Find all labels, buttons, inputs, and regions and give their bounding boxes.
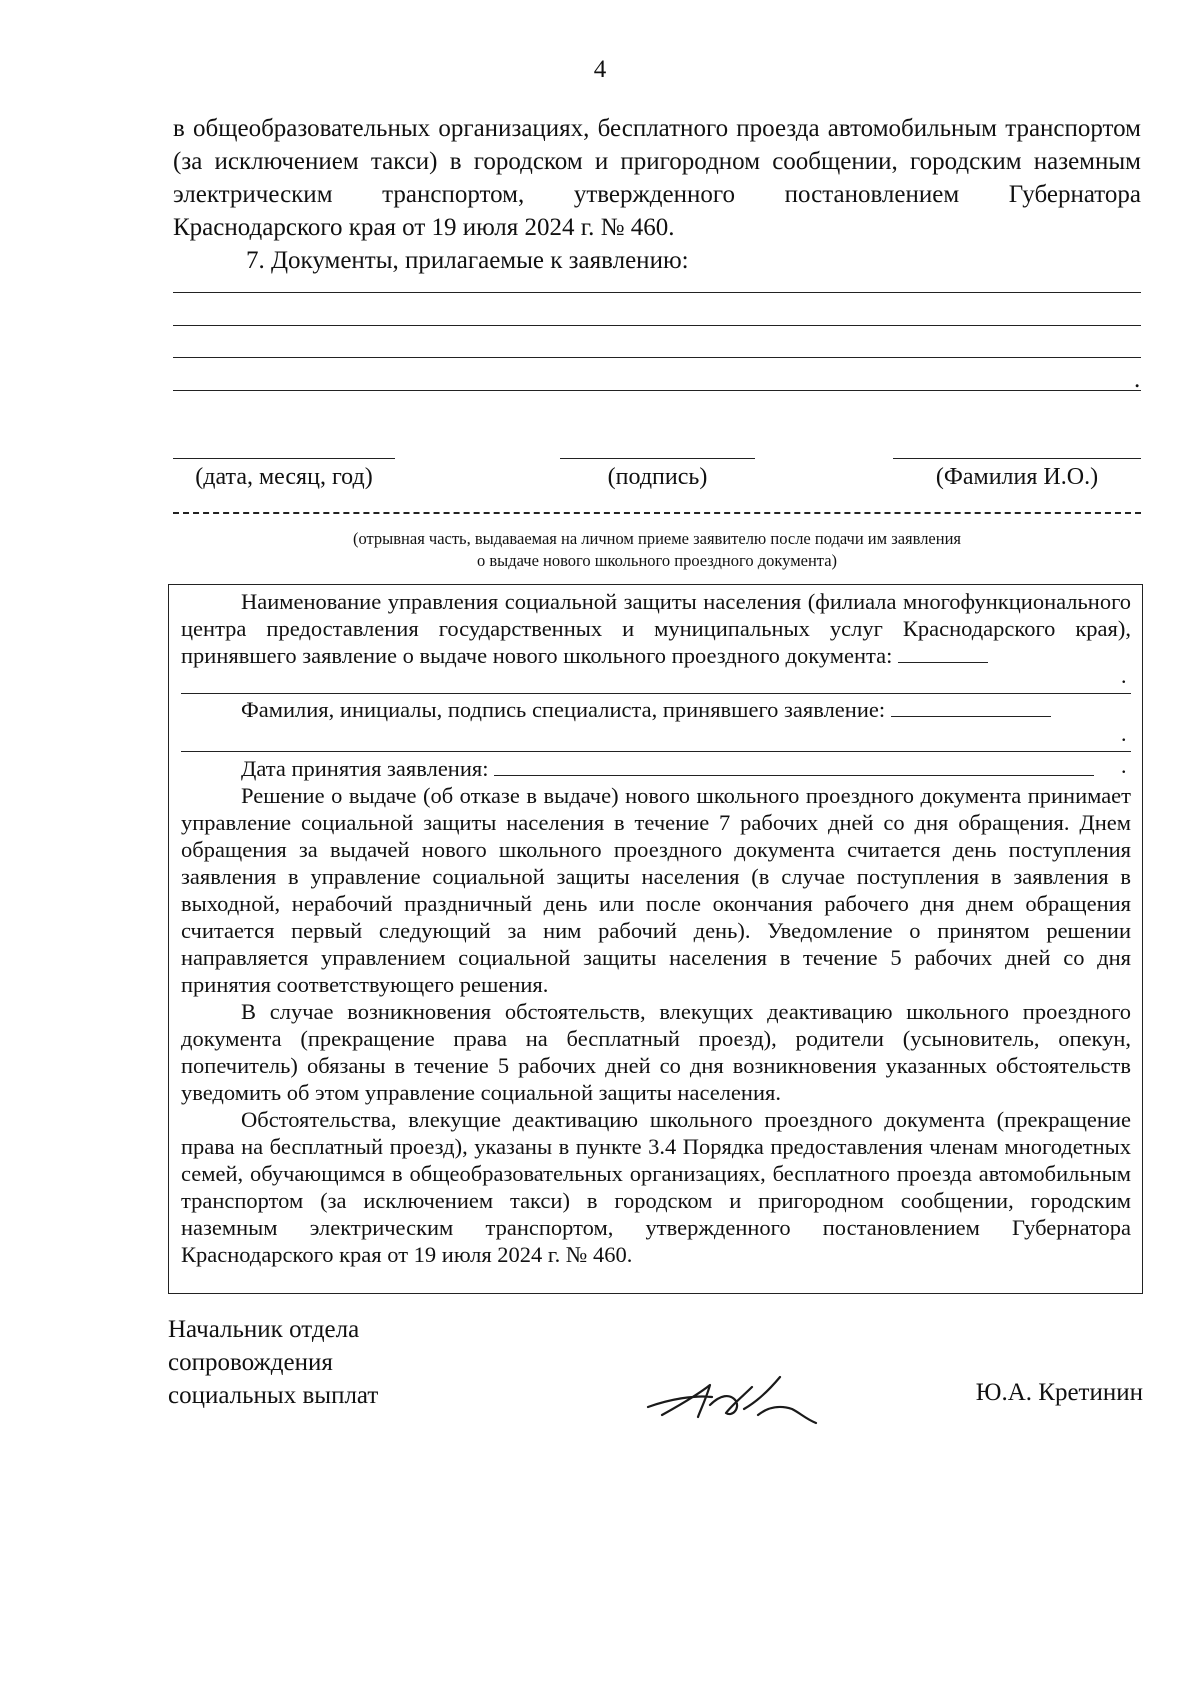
- documents-end-dot: .: [1134, 366, 1141, 393]
- org-name-block: [181, 588, 1131, 669]
- tear-off-dashed-line: [173, 512, 1141, 514]
- decision-paragraph: Решение о выдаче (об отказе в выдаче) нового школьного проездного документа принимает управление социальной защиты населения в течение 7 рабочих дней со дня обращения. Днем обращения за выдачей нового школьного проездного документа считается день поступления заявления в управление социальной защиты населения (в случае поступления в заявления в выходной, нерабочий праздничный день или после окончания рабочего дня днем обращения считается первый следующий за ним рабочий день). Уведомление о принятом решении направляется управлением социальной защиты населения в течение 5 рабочих дней со дня принятия соответствующего решения.: [181, 783, 1131, 997]
- handwritten-signature: [640, 1365, 830, 1435]
- reference-paragraph: Обстоятельства, влекущие деактивацию школьного проездного документа (прекращение права на бесплатный проезд), указаны в пункте 3.4 Порядка предоставления членам многодетных семей, обучающимся в общеобразовательных организациях, бесплатного проезда автомобильным транспортом (за исключением такси) в городском и пригородном сообщении, городским наземным электрическим транспортом, утвержденного постановлением Губернатора Краснодарского края от 19 июля 2024 г. № 460.: [181, 1107, 1131, 1267]
- org-name-end-dot: .: [1121, 663, 1127, 688]
- org-name-text: Наименование управления социальной защиты населения (филиала многофункционального центра предоставления государственных и муниципальных услуг Краснодарского края), принявшего заявление о выдаче нового школьного проездного документа:: [181, 589, 1131, 668]
- date-signature-line[interactable]: [173, 458, 395, 459]
- name-label: (Фамилия И.О.): [935, 464, 1099, 490]
- notes-block: [181, 782, 1131, 1268]
- date-accepted-end-dot: .: [1121, 753, 1127, 778]
- signer-name: Ю.А. Кретинин: [975, 1379, 1143, 1406]
- tear-off-box: [168, 584, 1143, 1294]
- intro-paragraph: в общеобразовательных организациях, бесплатного проезда автомобильным транспортом (за исключением такси) в городском и пригородном сообщении, городским наземным электрическим транспортом, утвержденного постановлением Губернатора Краснодарского края от 19 июля 2024 г. № 460.: [173, 115, 1141, 241]
- position-line-1: Начальник отдела: [168, 1316, 360, 1343]
- org-name-inline-line[interactable]: [898, 644, 988, 663]
- date-accepted-text: Дата принятия заявления:: [241, 756, 489, 781]
- documents-blank-line-3[interactable]: [173, 357, 1141, 358]
- position-line-3: социальных выплат: [168, 1382, 379, 1409]
- org-name-blank-line[interactable]: [181, 693, 1131, 694]
- position-line-2: сопровождения: [168, 1349, 333, 1376]
- date-accepted-block: [181, 755, 1131, 782]
- name-signature-line[interactable]: [893, 458, 1141, 459]
- specialist-inline-line[interactable]: [891, 698, 1051, 717]
- specialist-end-dot: .: [1121, 721, 1127, 746]
- intro-section: [173, 112, 1141, 277]
- tear-off-note: [173, 528, 1141, 572]
- circumstances-paragraph: В случае возникновения обстоятельств, влекущих деактивацию школьного проездного документа (прекращение права на бесплатный проезд), родители (усыновитель, опекун, попечитель) обязаны в течение 5 рабочих дней со дня возникновения указанных обстоятельств уведомить об этом управление социальной защиты населения.: [181, 999, 1131, 1105]
- signature-label: (подпись): [607, 464, 708, 490]
- tear-off-note-line-1: (отрывная часть, выдаваемая на личном приеме заявителю после подачи им заявления: [352, 529, 962, 548]
- tear-off-note-line-2: о выдаче нового школьного проездного документа): [476, 551, 838, 570]
- date-label: (дата, месяц, год): [195, 464, 373, 490]
- signature-line[interactable]: [560, 458, 755, 459]
- page-number: 4: [593, 56, 607, 83]
- documents-label: 7. Документы, прилагаемые к заявлению:: [246, 247, 689, 274]
- documents-blank-line-1[interactable]: [173, 292, 1141, 293]
- documents-blank-line-4[interactable]: [173, 390, 1141, 391]
- specialist-blank-line[interactable]: [181, 751, 1131, 752]
- signer-position: [168, 1313, 378, 1412]
- documents-blank-line-2[interactable]: [173, 325, 1141, 326]
- specialist-text: Фамилия, инициалы, подпись специалиста, принявшего заявление:: [241, 697, 886, 722]
- date-accepted-inline-line[interactable]: [494, 757, 1094, 776]
- specialist-block: [181, 696, 1131, 723]
